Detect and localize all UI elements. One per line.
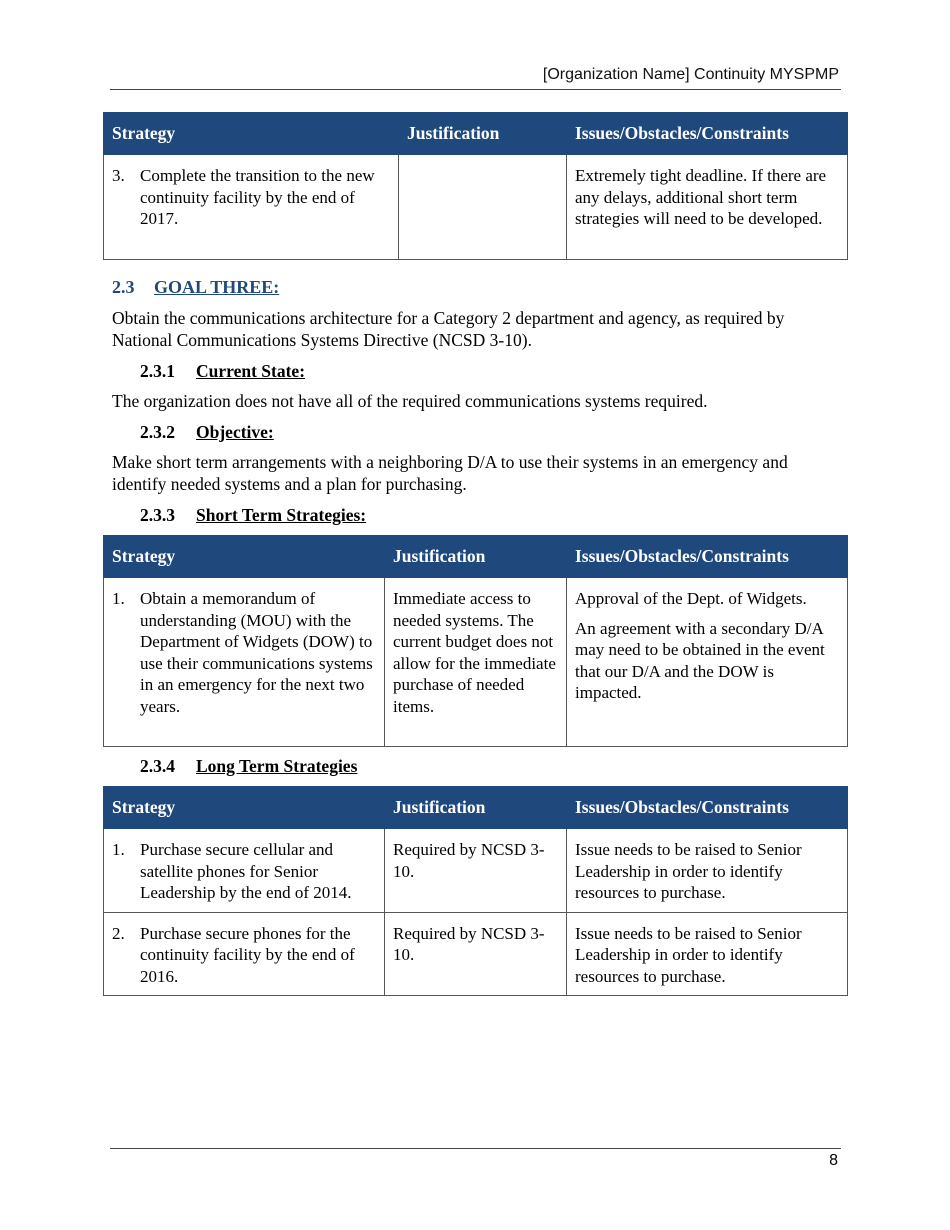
issues-cell — [567, 829, 848, 913]
table-row — [104, 829, 848, 913]
table-header-row — [104, 787, 848, 829]
goal-number: 2.3 — [112, 277, 135, 297]
short-term-strategy-table — [103, 535, 848, 747]
goal-three-heading — [112, 277, 279, 298]
objective-heading — [140, 422, 274, 443]
header-strategy: Strategy — [104, 787, 385, 829]
strategy-text: Complete the transition to the new continuity facility by the end of 2017. — [140, 166, 375, 228]
issues-cell — [567, 578, 848, 747]
current-state-heading — [140, 361, 305, 382]
header-issues: Issues/Obstacles/Constraints — [567, 113, 848, 155]
issues-cell — [567, 912, 848, 996]
issues-text: An agreement with a secondary D/A may need to be obtained in the event that our D/A and the DOW is impacted. — [575, 618, 825, 702]
issues-text: Issue needs to be raised to Senior Leadership in order to identify resources to purchase. — [575, 923, 802, 986]
strategy-number: 3. — [112, 166, 125, 185]
header-issues: Issues/Obstacles/Constraints — [567, 787, 848, 829]
header-justification: Justification — [399, 113, 567, 155]
table-header-row — [104, 113, 848, 155]
goal-description: Obtain the communications architecture for a Category 2 department and agency, as required by National Communications Systems Directive (NCSD 3-10). — [112, 308, 785, 350]
goal-title: GOAL THREE: — [154, 277, 280, 297]
table-row — [104, 155, 848, 260]
strategy-number: 2. — [112, 923, 125, 943]
table-header-row — [104, 536, 848, 578]
justification-cell: Immediate access to needed systems. The current budget does not allow for the immediate purchase of needed items. — [385, 578, 567, 747]
header-justification: Justification — [385, 787, 567, 829]
header-strategy: Strategy — [104, 536, 385, 578]
issues-text: Extremely tight deadline. If there are any delays, additional short term strategies will need to be developed. — [575, 166, 827, 228]
long-term-heading — [140, 756, 357, 777]
current-state-text: The organization does not have all of the required communications systems required. — [112, 391, 708, 411]
objective-text: Make short term arrangements with a neighboring D/A to use their systems in an emergency and identify needed systems and a plan for purchasing. — [112, 452, 788, 494]
issues-text: Approval of the Dept. of Widgets. — [575, 589, 807, 608]
long-term-number: 2.3.4 — [140, 756, 175, 776]
strategy-cell — [104, 578, 385, 747]
current-state-number: 2.3.1 — [140, 361, 175, 381]
short-term-number: 2.3.3 — [140, 505, 175, 525]
long-term-strategy-table — [103, 786, 848, 996]
strategy-text: Purchase secure cellular and satellite phones for Senior Leadership by the end of 2014. — [140, 840, 352, 902]
justification-cell — [399, 155, 567, 260]
short-term-title: Short Term Strategies: — [196, 505, 367, 525]
strategy-number: 1. — [112, 589, 125, 608]
short-term-heading — [140, 505, 366, 526]
header-justification: Justification — [385, 536, 567, 578]
issues-cell — [567, 155, 848, 260]
footer-divider — [110, 1148, 841, 1149]
page-number: 8 — [829, 1152, 838, 1169]
table-row — [104, 578, 848, 747]
strategy-text: Purchase secure phones for the continuity facility by the end of 2016. — [140, 923, 355, 986]
strategy-text: Obtain a memorandum of understanding (MOU) with the Department of Widgets (DOW) to use their communications systems in an emergency for the next two years. — [140, 589, 373, 716]
long-term-title: Long Term Strategies — [196, 756, 358, 776]
header-divider — [110, 89, 841, 90]
issues-text: Issue needs to be raised to Senior Leadership in order to identify resources to purchase. — [575, 840, 802, 902]
header-strategy: Strategy — [104, 113, 399, 155]
strategy-cell — [104, 829, 385, 913]
page-header-title: [Organization Name] Continuity MYSPMP — [542, 66, 839, 83]
strategy-table-continued — [103, 112, 848, 260]
current-state-title: Current State: — [196, 361, 306, 381]
strategy-cell — [104, 155, 399, 260]
justification-cell: Required by NCSD 3-10. — [385, 829, 567, 913]
header-issues: Issues/Obstacles/Constraints — [567, 536, 848, 578]
objective-title: Objective: — [196, 422, 274, 442]
justification-cell: Required by NCSD 3-10. — [385, 912, 567, 996]
table-row — [104, 912, 848, 996]
objective-number: 2.3.2 — [140, 422, 175, 442]
strategy-number: 1. — [112, 840, 125, 859]
strategy-cell — [104, 912, 385, 996]
